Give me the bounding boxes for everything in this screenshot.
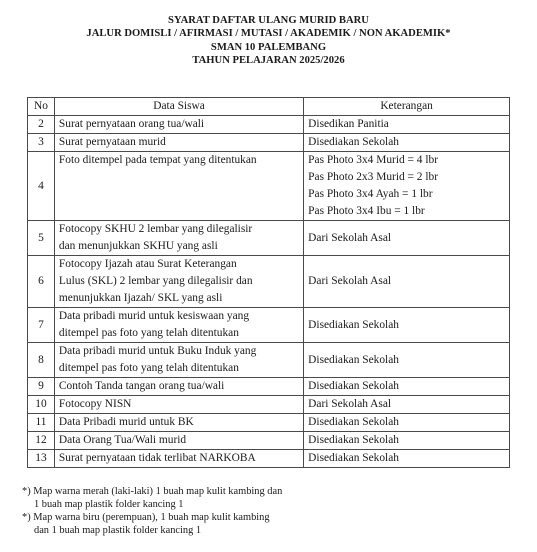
row-number: 9 xyxy=(28,378,55,396)
table-row xyxy=(28,378,510,396)
row-number: 11 xyxy=(28,414,55,432)
table-header-row xyxy=(28,98,510,116)
keterangan-text: Disediakan Sekolah xyxy=(308,380,399,392)
data-siswa-text: Foto ditempel pada tempat yang ditentukan xyxy=(58,154,257,166)
data-siswa-text: Surat pernyataan murid xyxy=(58,136,166,148)
keterangan-text: Dari Sekolah Asal xyxy=(308,231,392,244)
data-siswa-cell xyxy=(54,308,303,343)
keterangan-cell xyxy=(304,256,510,308)
keterangan-text: Pas Photo 3x4 Murid = 4 lbr xyxy=(308,154,439,166)
document-header xyxy=(0,14,537,68)
header-data-siswa: Data Siswa xyxy=(54,98,303,116)
data-siswa-cell xyxy=(54,378,303,396)
data-siswa-cell xyxy=(54,152,303,221)
row-number: 7 xyxy=(28,308,55,343)
row-number: 10 xyxy=(28,396,55,414)
row-number: 3 xyxy=(28,134,55,152)
data-siswa-text: Contoh Tanda tangan orang tua/wali xyxy=(58,380,225,392)
data-siswa-text: ditempel pas foto yang telah ditentukan xyxy=(58,362,239,374)
keterangan-text: Dari Sekolah Asal xyxy=(308,275,392,287)
footnote-line: *) Map warna merah (laki-laki) 1 buah map kulit kambing dan xyxy=(22,486,283,497)
keterangan-text: Pas Photo 3x4 Ibu = 1 lbr xyxy=(308,205,425,217)
data-siswa-text: Data pribadi murid untuk Buku Induk yang xyxy=(58,345,257,357)
data-siswa-text: Surat pernyataan tidak terlibat NARKOBA xyxy=(58,452,256,464)
data-siswa-cell xyxy=(54,450,303,468)
requirements-table xyxy=(27,97,510,468)
data-siswa-text: Data Orang Tua/Wali murid xyxy=(58,434,187,446)
keterangan-cell xyxy=(304,221,510,256)
data-siswa-text: ditempel pas foto yang telah ditentukan xyxy=(58,327,239,339)
data-siswa-cell xyxy=(54,414,303,432)
footnote xyxy=(22,485,282,511)
school-name: SMAN 10 PALEMBANG xyxy=(210,41,327,53)
data-siswa-text: Fotocopy Ijazah atau Surat Keterangan xyxy=(58,258,237,270)
keterangan-cell xyxy=(304,396,510,414)
keterangan-cell xyxy=(304,134,510,152)
data-siswa-text: Data Pribadi murid untuk BK xyxy=(58,416,194,428)
data-siswa-text: Lulus (SKL) 2 lembar yang dilegalisir dan xyxy=(58,275,253,287)
footnote-line: 1 buah map plastik folder kancing 1 xyxy=(34,499,184,510)
table-row xyxy=(28,256,510,308)
data-siswa-cell xyxy=(54,116,303,134)
data-siswa-cell xyxy=(54,221,303,256)
table-row xyxy=(28,396,510,414)
title-line-1: SYARAT DAFTAR ULANG MURID BARU xyxy=(168,15,369,26)
footnote-line: dan 1 buah map plastik folder kancing 1 xyxy=(34,525,202,536)
keterangan-text: Disediakan Sekolah xyxy=(308,452,399,464)
data-siswa-text: Fotocopy SKHU 2 lembar yang dilegalisir xyxy=(58,223,253,235)
keterangan-cell xyxy=(304,414,510,432)
data-siswa-text: Data pribadi murid untuk kesiswaan yang xyxy=(58,310,250,322)
table-row xyxy=(28,152,510,221)
row-number: 12 xyxy=(28,432,55,450)
keterangan-cell xyxy=(304,450,510,468)
data-siswa-cell xyxy=(54,256,303,308)
keterangan-text: Disediakan Sekolah xyxy=(308,434,399,446)
title-line-2: JALUR DOMISLI / AFIRMASI / MUTASI / AKADEMIK / NON AKADEMIK* xyxy=(86,28,451,40)
header-no: No xyxy=(28,98,55,116)
keterangan-text: Pas Photo 2x3 Murid = 2 lbr xyxy=(308,171,439,183)
keterangan-cell xyxy=(304,308,510,343)
table-row xyxy=(28,221,510,256)
keterangan-text: Disediakan Sekolah xyxy=(308,353,399,366)
keterangan-cell xyxy=(304,116,510,134)
academic-year: TAHUN PELAJARAN 2025/2026 xyxy=(192,55,345,67)
row-number: 6 xyxy=(28,256,55,308)
table-row xyxy=(28,134,510,152)
data-siswa-text: Fotocopy NISN xyxy=(58,398,132,410)
row-number: 13 xyxy=(28,450,55,468)
row-number: 5 xyxy=(28,221,55,256)
data-siswa-cell xyxy=(54,432,303,450)
keterangan-text: Pas Photo 3x4 Ayah = 1 lbr xyxy=(308,188,433,200)
table-row xyxy=(28,343,510,378)
row-number: 2 xyxy=(28,116,55,134)
data-siswa-cell xyxy=(54,396,303,414)
footnotes xyxy=(22,485,282,537)
table-body xyxy=(28,116,510,468)
table-row xyxy=(28,308,510,343)
keterangan-text: Disediakan Sekolah xyxy=(308,136,399,148)
footnote-line: *) Map warna biru (perempuan), 1 buah map kulit kambing xyxy=(22,512,270,523)
data-siswa-text: Surat pernyataan orang tua/wali xyxy=(58,118,205,130)
keterangan-text: Dari Sekolah Asal xyxy=(308,398,392,410)
table-row xyxy=(28,450,510,468)
keterangan-text: Disediakan Sekolah xyxy=(308,416,399,428)
data-siswa-text: dan menunjukkan SKHU yang asli xyxy=(58,240,218,252)
keterangan-cell xyxy=(304,378,510,396)
keterangan-cell xyxy=(304,343,510,378)
footnote xyxy=(22,511,282,537)
keterangan-cell xyxy=(304,152,510,221)
data-siswa-cell xyxy=(54,343,303,378)
table-row xyxy=(28,432,510,450)
row-number: 4 xyxy=(28,152,55,221)
header-keterangan: Keterangan xyxy=(304,98,510,116)
row-number: 8 xyxy=(28,343,55,378)
keterangan-text: Disediakan Sekolah xyxy=(308,318,399,331)
keterangan-text: Disedikan Panitia xyxy=(308,118,389,130)
table-row xyxy=(28,414,510,432)
table-row xyxy=(28,116,510,134)
data-siswa-text: menunjukkan Ijazah/ SKL yang asli xyxy=(58,292,223,304)
keterangan-cell xyxy=(304,432,510,450)
data-siswa-cell xyxy=(54,134,303,152)
